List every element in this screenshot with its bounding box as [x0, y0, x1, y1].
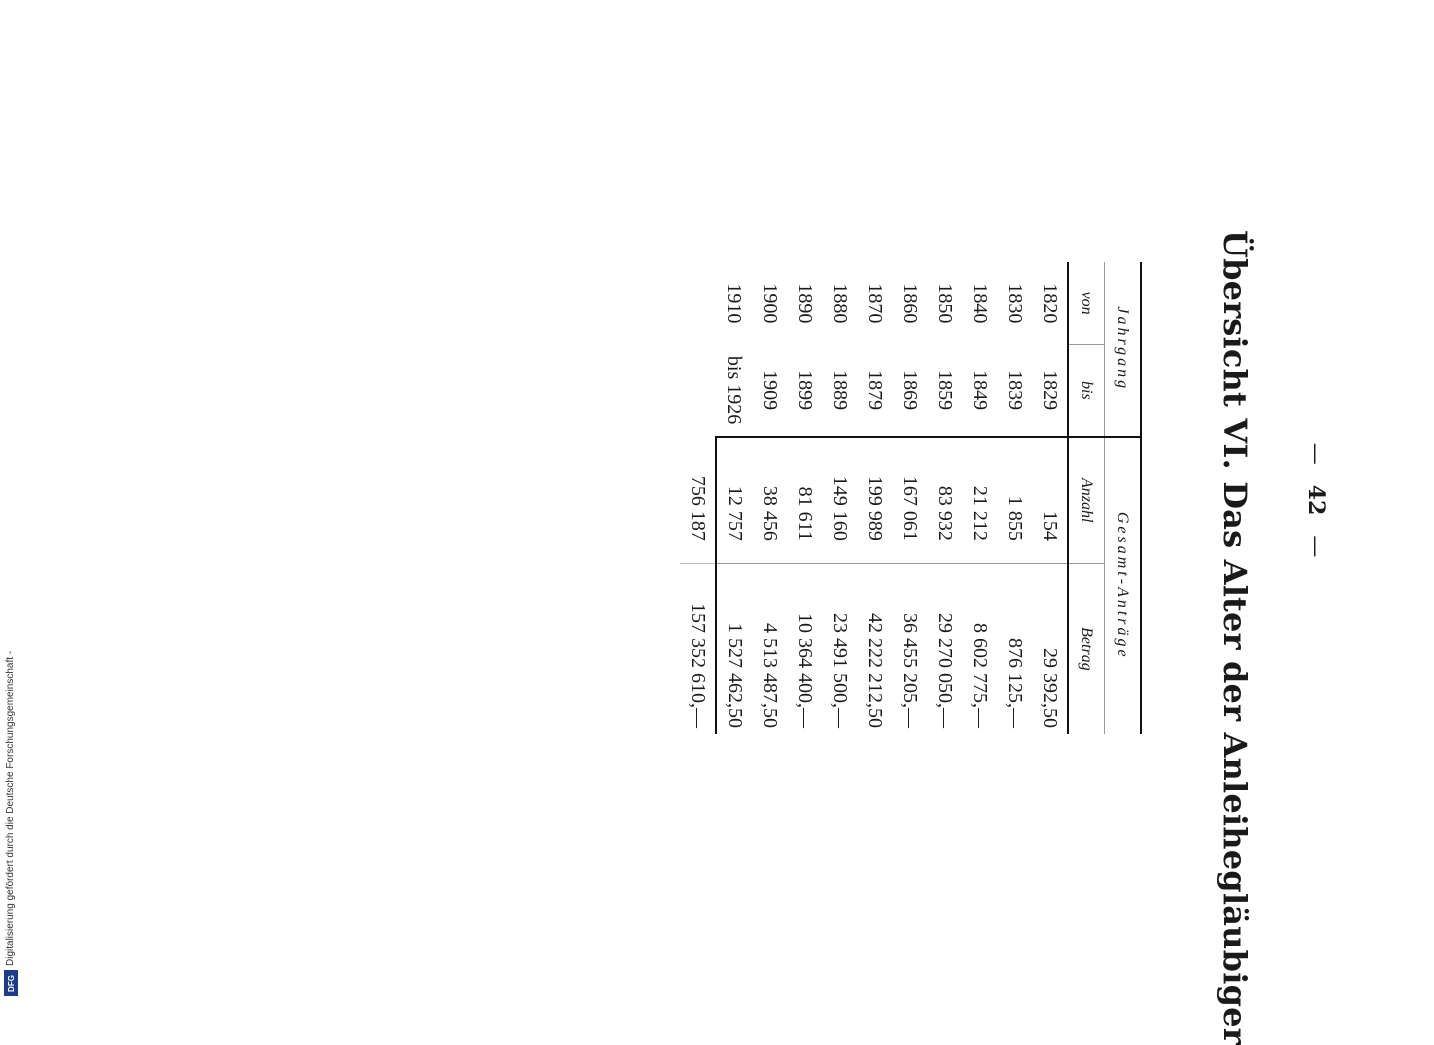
- cell-betrag: 10 364 400,—: [787, 563, 822, 734]
- cell-bis: 1909: [759, 370, 781, 411]
- cell-anzahl: 1 855: [997, 437, 1032, 564]
- cell-anzahl: 167 061: [892, 437, 927, 564]
- digitization-note: Digitalisierung gefördert durch die Deutsche Forschungsgemeinschaft -: [5, 650, 16, 966]
- cell-von: 1870: [864, 283, 886, 324]
- cell-anzahl: 81 611: [787, 437, 822, 564]
- cell-von: 1910: [723, 283, 746, 324]
- cell-betrag: 29 270 050,—: [927, 563, 962, 734]
- header-anzahl: Anzahl: [1068, 437, 1105, 564]
- header-jahrgang: Jahrgang: [1105, 262, 1142, 437]
- cell-von: 1890: [794, 283, 816, 324]
- header-von: von: [1078, 291, 1096, 315]
- table-row: [822, 262, 857, 734]
- table-row: [716, 262, 752, 734]
- cell-anzahl: 149 160: [822, 437, 857, 564]
- page-title: Übersicht VI. Das Alter der Anleihegläubiger: [1216, 230, 1254, 1045]
- dfg-logo: [4, 970, 18, 996]
- age-table: [680, 262, 1142, 734]
- page-number-line: [1303, 0, 1329, 1000]
- header-bis: bis: [1068, 345, 1105, 437]
- total-empty-von: [680, 262, 716, 345]
- table-header-row: [1068, 262, 1105, 734]
- table-row: [752, 262, 787, 734]
- cell-anzahl: 21 212: [962, 437, 997, 564]
- cell-von: 1850: [934, 283, 956, 324]
- cell-von: 1840: [969, 283, 991, 324]
- total-betrag: 157 352 610,—: [680, 563, 716, 734]
- table-row: [892, 262, 927, 734]
- cell-von: 1860: [899, 283, 921, 324]
- cell-betrag: 23 491 500,—: [822, 563, 857, 734]
- cell-bis: bis 1926: [723, 355, 746, 425]
- cell-betrag: 42 222 212,50: [857, 563, 892, 734]
- table-header-group-row: [1105, 262, 1142, 734]
- page-number-dash-right: —: [1303, 535, 1328, 558]
- cell-von: 1820: [1039, 283, 1061, 324]
- cell-anzahl: 12 757: [716, 437, 752, 564]
- digitization-credit: [4, 606, 18, 996]
- table-row: [857, 262, 892, 734]
- page-number-dash-left: —: [1303, 442, 1328, 465]
- cell-bis: 1849: [969, 370, 991, 411]
- cell-bis: 1839: [1004, 370, 1026, 411]
- cell-bis: 1889: [829, 370, 851, 411]
- header-gesamt-antraege: Gesamt-Anträge: [1105, 437, 1142, 735]
- cell-betrag: 29 392,50: [1032, 563, 1068, 734]
- cell-anzahl: 38 456: [752, 437, 787, 564]
- cell-von: 1880: [829, 283, 851, 324]
- table-row: [962, 262, 997, 734]
- cell-anzahl: 83 932: [927, 437, 962, 564]
- cell-bis: 1879: [864, 370, 886, 411]
- cell-betrag: 8 602 775,—: [962, 563, 997, 734]
- total-anzahl: 756 187: [687, 475, 709, 541]
- page-number: 42: [1303, 484, 1329, 516]
- cell-bis: 1899: [794, 370, 816, 411]
- cell-bis: 1869: [899, 370, 921, 411]
- table-row: [997, 262, 1032, 734]
- cell-betrag: 36 455 205,—: [892, 563, 927, 734]
- cell-betrag: 4 513 487,50: [752, 563, 787, 734]
- header-betrag: Betrag: [1068, 563, 1105, 734]
- cell-bis: 1829: [1039, 370, 1061, 411]
- total-empty-bis: [680, 345, 716, 437]
- table-row: [787, 262, 822, 734]
- table-row: [927, 262, 962, 734]
- cell-anzahl: 154: [1032, 437, 1068, 564]
- cell-betrag: 1 527 462,50: [716, 563, 752, 734]
- cell-betrag: 876 125,—: [997, 563, 1032, 734]
- cell-bis: 1859: [934, 370, 956, 411]
- cell-von: 1830: [1004, 283, 1026, 324]
- cell-anzahl: 199 989: [857, 437, 892, 564]
- table-row: [1032, 262, 1068, 734]
- cell-von: 1900: [759, 283, 781, 324]
- total-row: [680, 262, 716, 734]
- dfg-logo-text: DFG: [6, 974, 16, 992]
